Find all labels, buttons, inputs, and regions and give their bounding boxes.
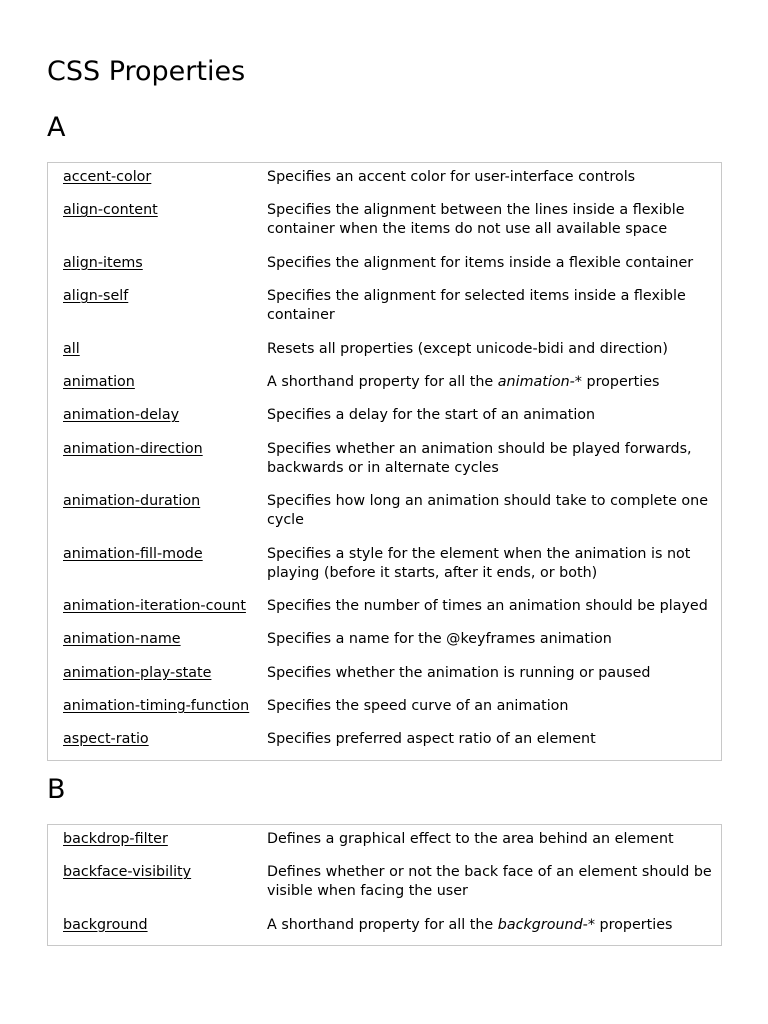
property-link[interactable]: backface-visibility	[63, 864, 192, 881]
property-link[interactable]: animation-iteration-count	[63, 597, 246, 614]
property-name-cell	[48, 597, 267, 616]
property-name-cell	[48, 916, 267, 935]
property-table-b	[47, 824, 722, 946]
property-link[interactable]: animation-play-state	[63, 664, 212, 681]
table-row	[48, 436, 721, 488]
property-name-cell	[48, 373, 267, 392]
table-row	[48, 859, 721, 911]
table-row	[48, 488, 721, 540]
table-row	[48, 541, 721, 593]
property-name-cell	[48, 340, 267, 359]
property-link[interactable]: animation-direction	[63, 440, 203, 457]
property-name-cell	[48, 287, 267, 325]
property-link[interactable]: animation-timing-function	[63, 698, 250, 715]
property-name-cell	[48, 254, 267, 273]
property-description: Specifies whether an animation should be played forwards, backwards or in alternate cycles	[267, 440, 692, 476]
property-name-cell	[48, 201, 267, 239]
property-link[interactable]: align-content	[63, 202, 158, 219]
table-row	[48, 164, 721, 197]
property-description: Specifies a style for the element when the animation is not playing (before it starts, after it ends, or both)	[267, 545, 691, 581]
property-description: Specifies the alignment for selected items inside a flexible container	[267, 288, 686, 324]
property-link[interactable]: align-self	[63, 288, 129, 305]
description-text: A shorthand property for all the	[267, 373, 498, 390]
property-description: Specifies the alignment for items inside a flexible container	[267, 254, 694, 271]
property-description: Defines whether or not the back face of an element should be visible when facing the user	[267, 864, 712, 900]
table-row	[48, 593, 721, 626]
property-name-cell	[48, 730, 267, 749]
property-description: Specifies a delay for the start of an animation	[267, 407, 596, 424]
property-name-cell	[48, 440, 267, 478]
property-name-cell	[48, 545, 267, 583]
property-description	[267, 373, 721, 392]
property-name-cell	[48, 863, 267, 901]
property-name-cell	[48, 406, 267, 425]
table-row	[48, 283, 721, 335]
property-link[interactable]: all	[63, 340, 80, 357]
description-text: properties	[581, 373, 660, 390]
table-row	[48, 726, 721, 759]
table-row	[48, 369, 721, 402]
property-description: Specifies preferred aspect ratio of an element	[267, 731, 596, 748]
property-description: Resets all properties (except unicode-bidi and direction)	[267, 340, 668, 357]
table-row	[48, 197, 721, 249]
property-description: Defines a graphical effect to the area behind an element	[267, 831, 674, 847]
property-link[interactable]: aspect-ratio	[63, 731, 149, 748]
property-name-cell	[48, 697, 267, 716]
table-row	[48, 912, 721, 945]
property-link[interactable]: animation-delay	[63, 407, 180, 424]
property-description: Specifies whether the animation is running or paused	[267, 664, 651, 681]
page-title: CSS Properties	[47, 56, 246, 87]
property-link[interactable]: animation-fill-mode	[63, 545, 203, 562]
property-description: Specifies the alignment between the lines inside a flexible container when the items do not use all available space	[267, 202, 685, 238]
property-description: Specifies the number of times an animation should be played	[267, 597, 708, 614]
property-description: Specifies how long an animation should take to complete one cycle	[267, 493, 709, 529]
property-name-cell	[48, 492, 267, 530]
section-heading-b: B	[47, 774, 66, 805]
table-row	[48, 402, 721, 435]
property-description: Specifies a name for the @keyframes animation	[267, 631, 612, 648]
table-row	[48, 250, 721, 283]
property-name-cell	[48, 168, 267, 187]
property-name-cell	[48, 630, 267, 649]
property-link[interactable]: backdrop-filter	[63, 831, 168, 847]
table-row	[48, 336, 721, 369]
property-name-cell	[48, 830, 267, 849]
property-link[interactable]: animation-duration	[63, 493, 201, 510]
property-description: Specifies the speed curve of an animation	[267, 698, 569, 715]
table-row	[48, 660, 721, 693]
description-emphasis: animation-*	[497, 373, 582, 390]
table-row	[48, 693, 721, 726]
property-link[interactable]: animation	[63, 373, 135, 390]
property-name-cell	[48, 664, 267, 683]
property-link[interactable]: background	[63, 916, 148, 933]
table-row	[48, 826, 721, 859]
property-description: Specifies an accent color for user-interface controls	[267, 169, 636, 185]
section-heading-a: A	[47, 112, 66, 143]
property-link[interactable]: animation-name	[63, 631, 181, 648]
property-description	[267, 916, 721, 935]
description-text: properties	[594, 916, 673, 933]
description-emphasis: background-*	[497, 916, 595, 933]
table-row	[48, 626, 721, 659]
property-table-a	[47, 162, 722, 761]
property-link[interactable]: align-items	[63, 254, 143, 271]
property-link[interactable]: accent-color	[63, 169, 152, 185]
description-text: A shorthand property for all the	[267, 916, 498, 933]
